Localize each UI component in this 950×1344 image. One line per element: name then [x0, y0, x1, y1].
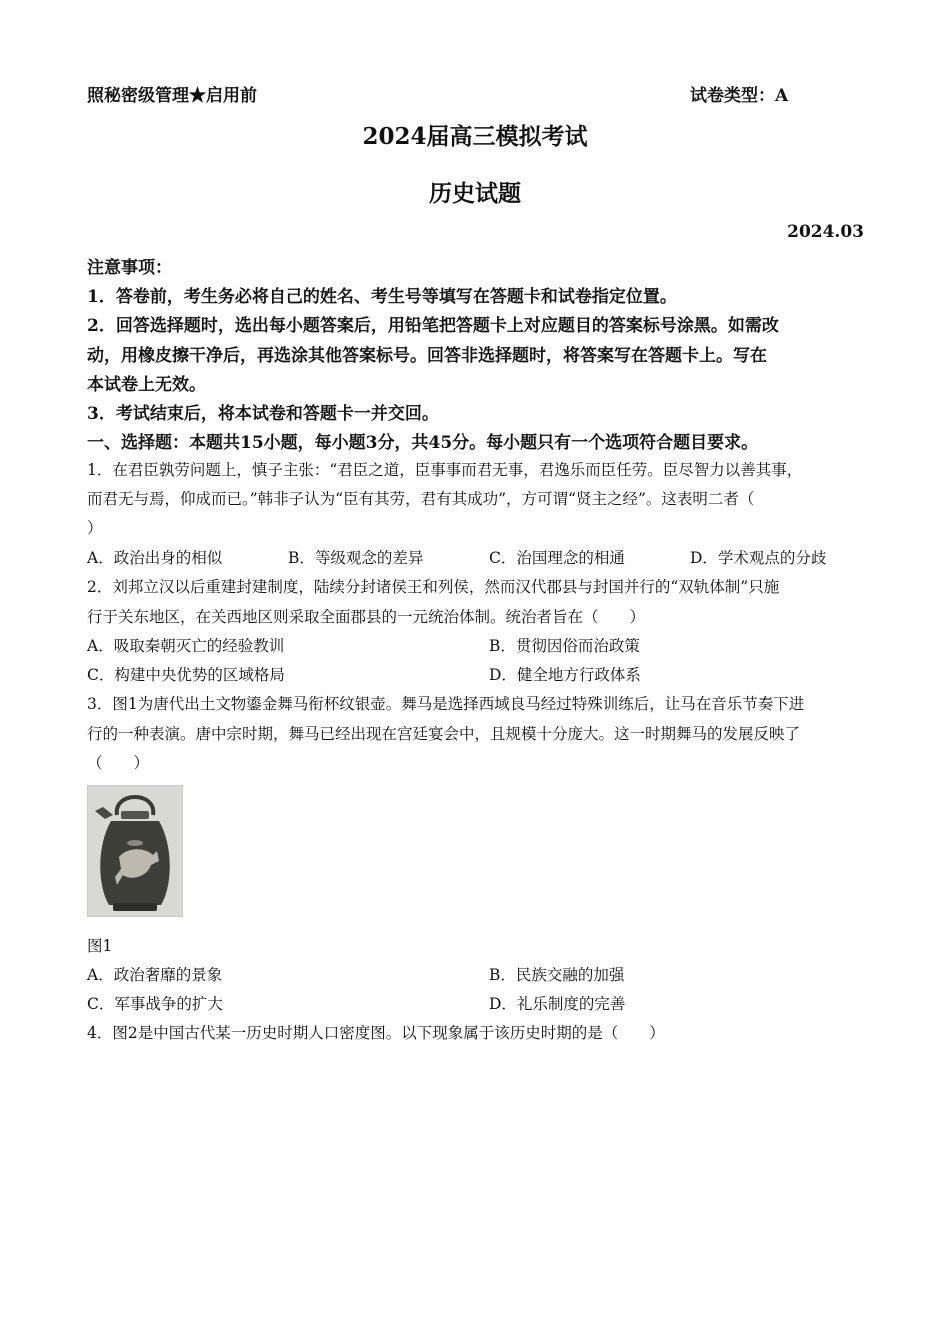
section-1-heading: 一、选择题：本题共15小题，每小题3分，共45分。每小题只有一个选项符合题目要求。 [87, 433, 759, 453]
paper-type-label: 试卷类型：A [690, 86, 789, 106]
notice-item-3: 3．考试结束后，将本试卷和答题卡一并交回。 [87, 404, 439, 424]
q2-stem-line-1: 2．刘邦立汉以后重建封建制度，陆续分封诸侯王和列侯，然而汉代郡县与封国并行的“双轨体制”只施 [87, 578, 780, 596]
q1-option-c[interactable]: C．治国理念的相通 [489, 549, 625, 567]
q2-option-b[interactable]: B．贯彻因俗而治政策 [489, 637, 640, 655]
q1-stem-line-3: ） [87, 519, 103, 537]
notice-item-2-line-2: 动，用橡皮擦干净后，再选涂其他答案标号。回答非选择题时，将答案写在答题卡上。写在 [87, 346, 767, 366]
q4-stem-line-1: 4．图2是中国古代某一历史时期人口密度图。以下现象属于该历史时期的是（ ） [87, 1024, 665, 1042]
q3-option-d[interactable]: D．礼乐制度的完善 [489, 995, 626, 1013]
q2-option-a[interactable]: A．吸取秦朝灭亡的经验教训 [87, 637, 285, 655]
q1-option-a[interactable]: A．政治出身的相似 [87, 549, 223, 567]
q3-stem-line-3: （ ） [87, 754, 150, 772]
figure-1-caption: 图1 [87, 937, 113, 955]
notice-item-1: 1．答卷前，考生务必将自己的姓名、考生号等填写在答题卡和试卷指定位置。 [87, 287, 677, 307]
q3-option-a[interactable]: A．政治奢靡的景象 [87, 966, 223, 984]
q1-option-d[interactable]: D．学术观点的分歧 [690, 549, 827, 567]
q1-option-b[interactable]: B．等级观念的差异 [288, 549, 424, 567]
secrecy-label: 照秘密级管理★启用前 [87, 86, 257, 106]
q3-option-c[interactable]: C．军事战争的扩大 [87, 995, 223, 1013]
q3-stem-line-2: 行的一种表演。唐中宗时期，舞马已经出现在宫廷宴会中，且规模十分庞大。这一时期舞马的发展反映了 [87, 725, 801, 743]
exam-title: 2024届高三模拟考试 [362, 123, 588, 150]
notice-item-2-line-3: 本试卷上无效。 [87, 375, 206, 395]
q3-stem-line-1: 3．图1为唐代出土文物鎏金舞马衔杯纹银壶。舞马是选择西域良马经过特殊训练后，让马在音乐节奏下进 [87, 695, 805, 713]
notice-item-2-line-1: 2．回答选择题时，选出每小题答案后，用铅笔把答题卡上对应题目的答案标号涂黑。如需改 [87, 316, 779, 336]
q3-option-b[interactable]: B．民族交融的加强 [489, 966, 625, 984]
q1-stem-line-2: 而君无与焉，仰成而已。”韩非子认为“臣有其劳，君有其成功”，方可谓“贤主之经”。这表明二者（ [87, 490, 755, 508]
q2-option-d[interactable]: D．健全地方行政体系 [489, 666, 641, 684]
q1-stem-line-1: 1．在君臣孰劳问题上，慎子主张：“君臣之道，臣事事而君无事，君逸乐而臣任劳。臣尽智力以善其事， [87, 461, 803, 479]
q2-option-c[interactable]: C．构建中央优势的区域格局 [87, 666, 285, 684]
subject-title: 历史试题 [429, 180, 521, 207]
silver-flask-image [87, 785, 183, 917]
notice-heading: 注意事项： [87, 258, 172, 278]
exam-date: 2024.03 [787, 222, 864, 242]
q2-stem-line-2: 行于关东地区，在关西地区则采取全面郡县的一元统治体制。统治者旨在（ ） [87, 608, 646, 626]
